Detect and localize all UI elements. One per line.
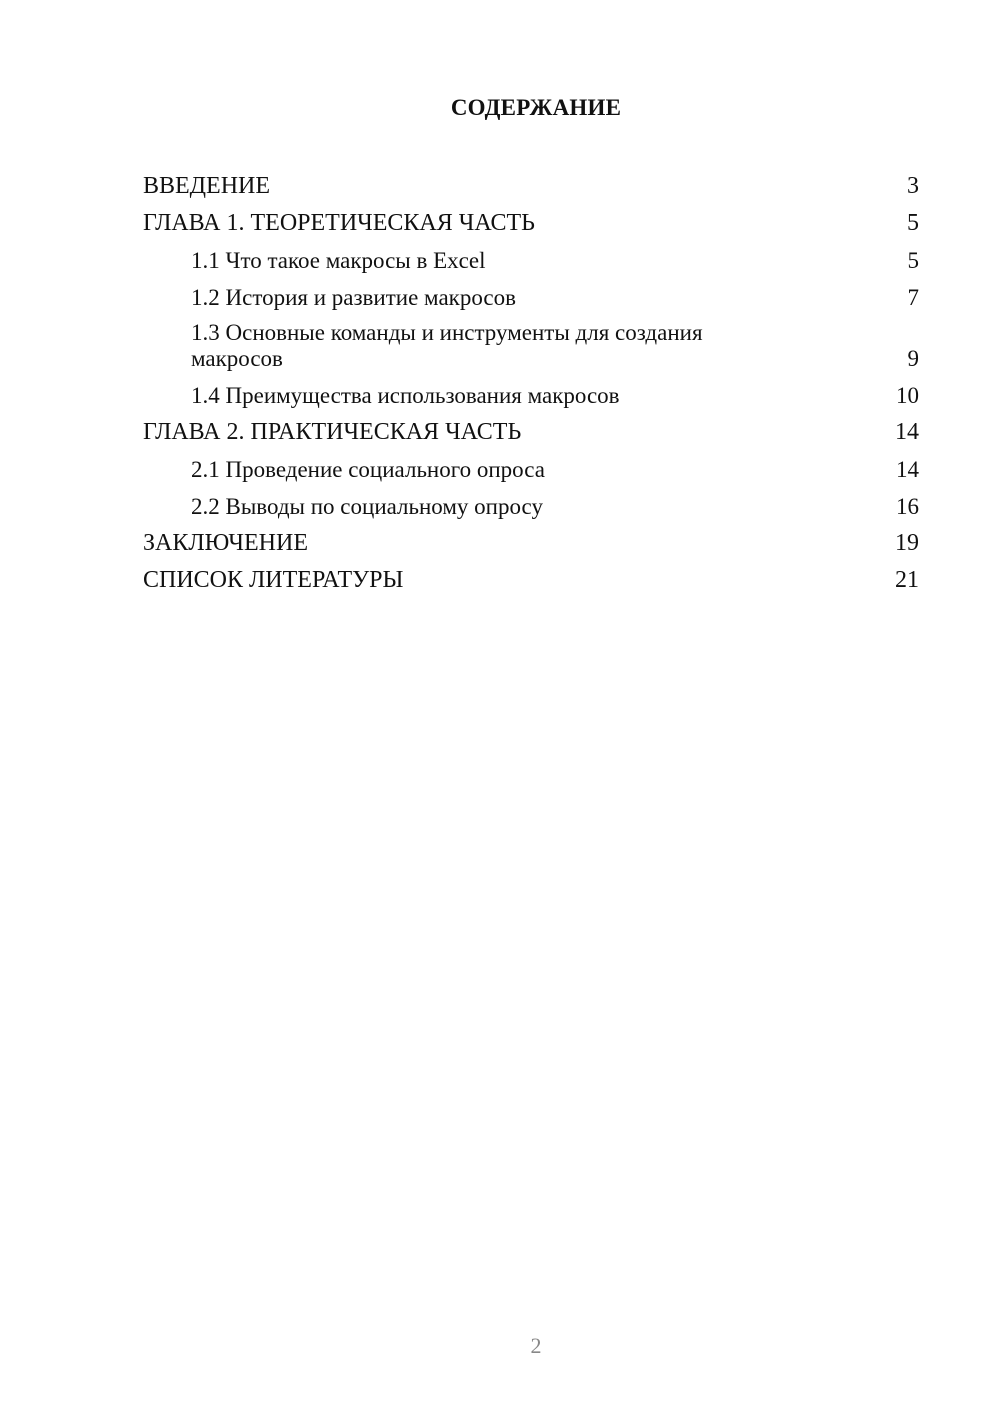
toc-entry-section-2-1[interactable]	[143, 451, 919, 488]
toc-entry-section-1-3[interactable]	[143, 316, 919, 377]
page-number: 2	[530, 1333, 542, 1358]
toc-entry-conclusion[interactable]	[143, 525, 919, 562]
table-of-contents	[143, 168, 919, 599]
toc-entry-section-1-4[interactable]	[143, 377, 919, 414]
toc-entry-introduction[interactable]	[143, 168, 919, 205]
toc-entry-section-2-2[interactable]	[143, 488, 919, 525]
toc-entry-section-1-1[interactable]	[143, 242, 919, 279]
toc-entry-label: 1.3 Основные команды и инструменты для создания макросов	[191, 320, 703, 371]
toc-entry-page: 19	[895, 530, 919, 556]
toc-entry-label: 1.2 История и развитие макросов	[191, 285, 516, 310]
toc-entry-page: 16	[896, 494, 919, 519]
toc-entry-page: 3	[907, 173, 919, 199]
toc-entry-chapter-1[interactable]	[143, 205, 919, 242]
toc-entry-label: СПИСОК ЛИТЕРАТУРЫ	[143, 567, 404, 593]
toc-entry-label: ЗАКЛЮЧЕНИЕ	[143, 530, 308, 556]
toc-entry-label: ГЛАВА 2. ПРАКТИЧЕСКАЯ ЧАСТЬ	[143, 419, 522, 445]
toc-entry-page: 7	[907, 285, 919, 310]
toc-entry-label: ВВЕДЕНИЕ	[143, 173, 271, 199]
toc-entry-page: 5	[907, 248, 919, 273]
toc-entry-label: ГЛАВА 1. ТЕОРЕТИЧЕСКАЯ ЧАСТЬ	[143, 210, 535, 236]
toc-entry-chapter-2[interactable]	[143, 414, 919, 451]
toc-entry-page: 14	[895, 419, 919, 445]
toc-entry-label: 2.2 Выводы по социальному опросу	[191, 494, 543, 519]
toc-entry-label: 1.4 Преимущества использования макросов	[191, 383, 620, 408]
toc-entry-page: 5	[907, 210, 919, 236]
toc-entry-references[interactable]	[143, 562, 919, 599]
toc-entry-page: 9	[907, 346, 919, 371]
toc-entry-page: 10	[896, 383, 919, 408]
toc-title: СОДЕРЖАНИЕ	[450, 95, 622, 120]
toc-entry-label: 1.1 Что такое макросы в Excel	[191, 248, 486, 273]
toc-entry-page: 21	[895, 567, 919, 593]
toc-entry-section-1-2[interactable]	[143, 279, 919, 316]
toc-entry-label: 2.1 Проведение социального опроса	[191, 457, 545, 482]
toc-entry-page: 14	[896, 457, 919, 482]
